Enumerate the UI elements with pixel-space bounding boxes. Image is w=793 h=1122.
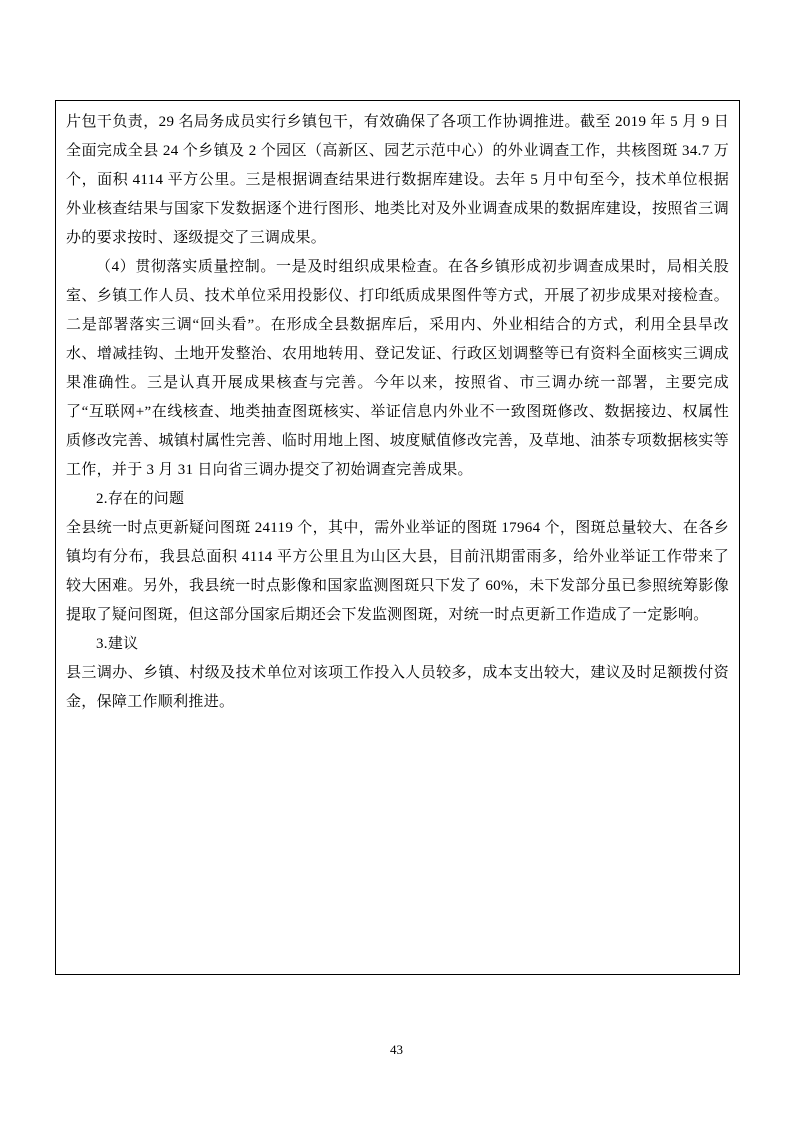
heading-suggestions: 3.建议 [96, 636, 139, 652]
paragraph-quality-control: （4）贯彻落实质量控制。一是及时组织成果检查。在各乡镇形成初步调查成果时，局相关股室、乡镇工作人员、技术单位采用投影仪、打印纸质成果图件等方式，开展了初步成果对接检查。二是部署落实三调“回头看”。在形成全县数据库后，采用内、外业相结合的方式，利用全县旱改水、增减挂钩、土地开发整治、农用地转用、登记发证、行政区划调整等已有资料全面核实三调成果准确性。三是认真开展成果核查与完善。今年以来，按照省、市三调办统一部署，主要完成了“互联网+”在线核查、地类抽查图斑核实、举证信息内外业不一致图斑修改、数据接边、权属性质修改完善、城镇村属性完善、临时用地上图、坡度赋值修改完善，及草地、油茶专项数据核实等工作，并于 3 月 31 日向省三调办提交了初始调查完善成果。 [66, 259, 729, 478]
heading-problems: 2.存在的问题 [96, 491, 185, 507]
paragraph-suggestions-detail: 县三调办、乡镇、村级及技术单位对该项工作投入人员较多，成本支出较大，建议及时足额拨付资金，保障工作顺利推进。 [66, 665, 729, 710]
paragraph-problems-detail: 全县统一时点更新疑问图斑 24119 个，其中，需外业举证的图斑 17964 个，图斑总量较大、在各乡镇均有分布，我县总面积 4114 平方公里且为山区大县，目前汛期雷雨多，给外业举证工作带来了较大困难。另外，我县统一时点影像和国家监测图斑只下发了 60%，未下发部分虽已参照统筹影像提取了疑问图斑，但这部分国家后期还会下发监测图斑，对统一时点更新工作造成了一定影响。 [66, 520, 729, 623]
content-cell [55, 100, 740, 975]
paragraph-fieldwork-completion: 片包干负责，29 名局务成员实行乡镇包干，有效确保了各项工作协调推进。截至 2019 年 5 月 9 日全面完成全县 24 个乡镇及 2 个园区（高新区、园艺示范中心）的外业调查工作，共核图斑 34.7 万个，面积 4114 平方公里。三是根据调查结果进行数据库建设。去年 5 月中旬至今，技术单位根据外业核查结果与国家下发数据逐个进行图形、地类比对及外业调查成果的数据库建设，按照省三调办的要求按时、逐级提交了三调成果。 [66, 114, 729, 246]
page-number: 43 [390, 1042, 403, 1057]
